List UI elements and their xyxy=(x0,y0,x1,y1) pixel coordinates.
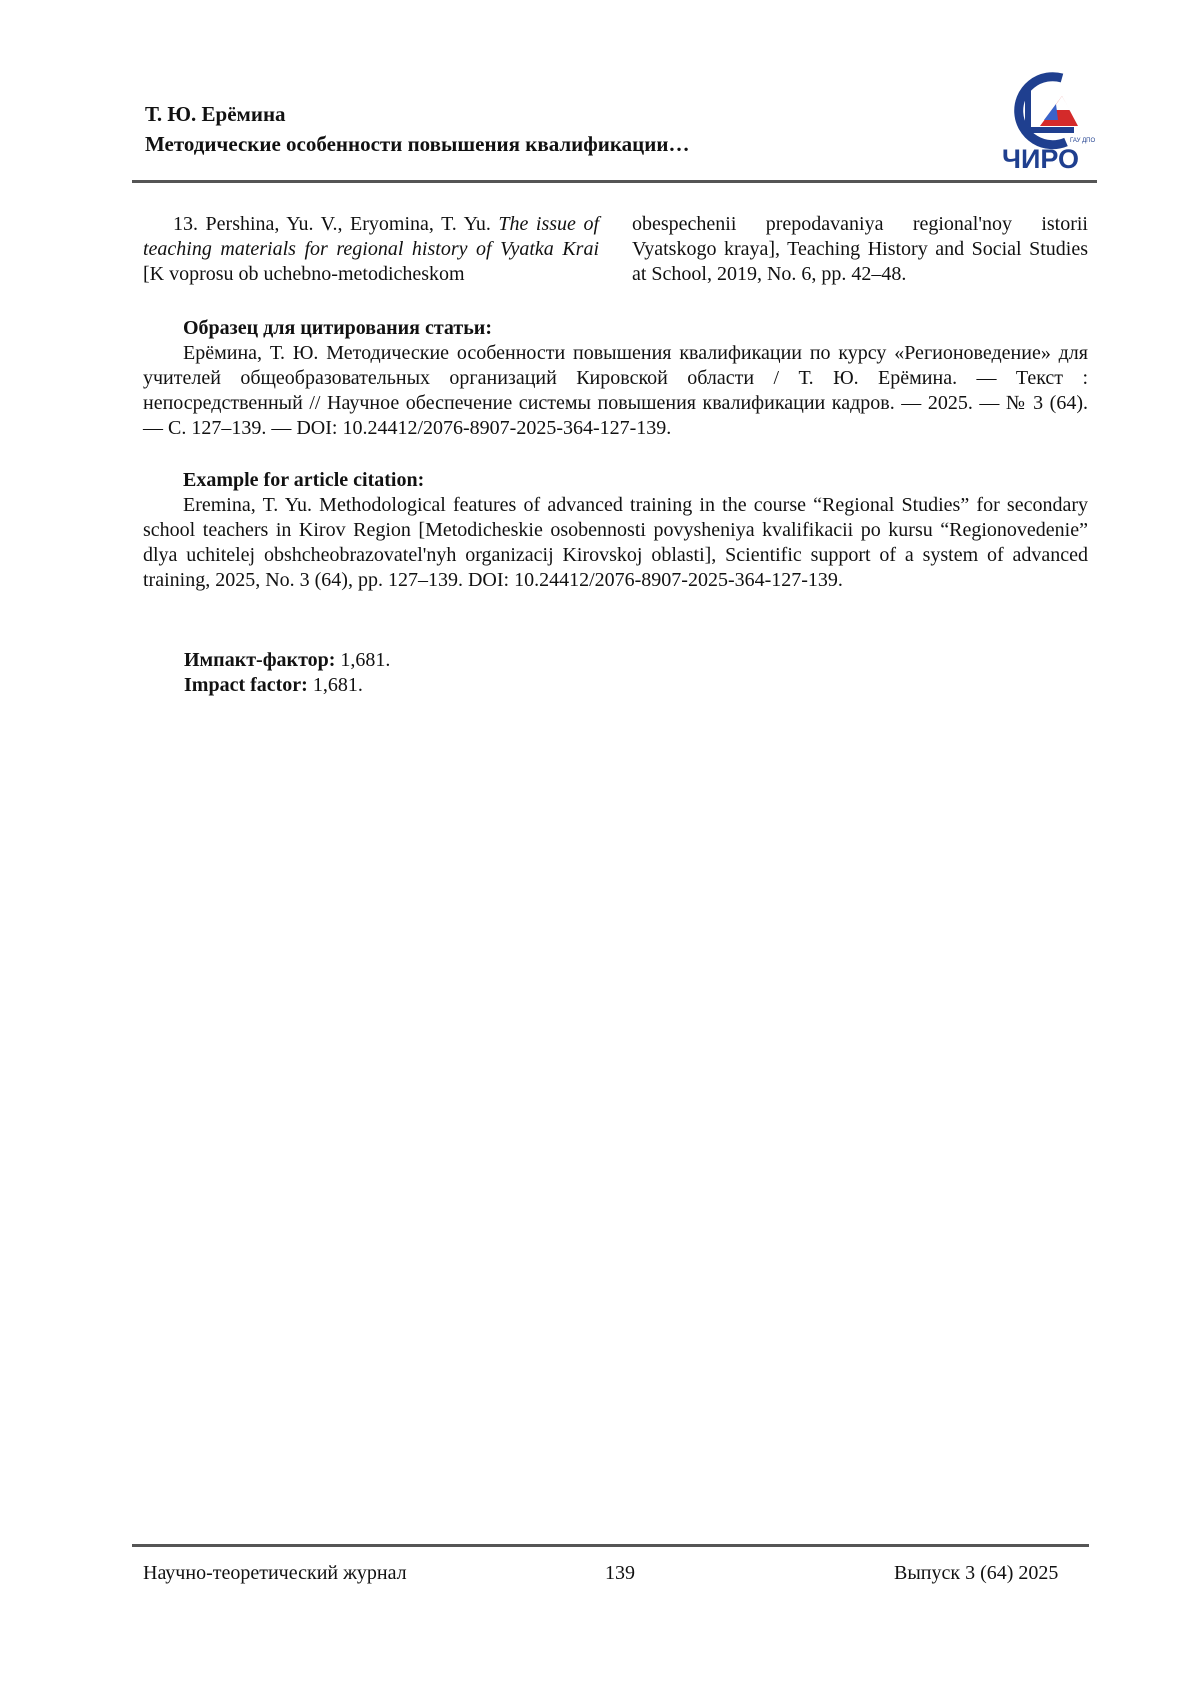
citation-en-heading: Example for article citation: xyxy=(183,469,425,491)
citation-en-block xyxy=(143,468,1088,593)
citation-ru-heading: Образец для цитирования статьи: xyxy=(183,317,492,339)
impact-factor-ru-value: 1,681. xyxy=(335,649,391,671)
footer-issue: Выпуск 3 (64) 2025 xyxy=(894,1562,1059,1584)
impact-factor-en-value: 1,681. xyxy=(307,674,363,696)
footer-journal: Научно-теоретический журнал xyxy=(143,1562,407,1584)
logo-text: ЧИРО xyxy=(1002,144,1080,174)
impact-factor-en-label: Impact factor: xyxy=(184,674,308,696)
footer-rule xyxy=(132,1544,1089,1547)
reference-13-right-column: obespechenii prepodavaniya regional'noy istorii Vyatskogo kraya], Teaching History and Social Studies at School, 2019, No. 6, pp. 42–48. xyxy=(632,213,1088,285)
citation-ru-block xyxy=(143,316,1088,441)
reference-authors: Pershina, Yu. V., Eryomina, T. Yu. xyxy=(205,213,491,235)
header-rule xyxy=(132,180,1097,183)
reference-title: The issue of teaching materials for regional history of Vyatka Krai xyxy=(143,213,600,260)
impact-factor-ru-label: Импакт-фактор: xyxy=(184,649,336,671)
reference-original-title-start: [K voprosu ob uchebno-metodicheskom xyxy=(143,263,465,285)
reference-number: 13. xyxy=(173,213,198,235)
impact-factor-ru xyxy=(184,648,390,673)
logo-graphic xyxy=(1000,70,1096,175)
journal-logo xyxy=(1000,70,1096,175)
running-head-author: Т. Ю. Ерёмина xyxy=(145,102,286,126)
running-head-title: Методические особенности повышения квалификации… xyxy=(145,132,690,156)
page-number: 139 xyxy=(605,1562,635,1584)
citation-en-text: Eremina, T. Yu. Methodological features of advanced training in the course “Regional Studies” for secondary school teachers in Kirov Region [Metodicheskie osobennosti povysheniya kvalifikacii po kursu “Regionovedenie” dlya uchitelej obshcheobrazovatel'nyh organizacij Kirovskoj oblasti], Scientific support of a system of advanced training, 2025, No. 3 (64), pp. 127–139. DOI: 10.24412/2076-8907-2025-364-127-139. xyxy=(143,494,1088,591)
citation-ru-text: Ерёмина, Т. Ю. Методические особенности повышения квалификации по курсу «Регионоведение» для учителей общеобразовательных организаций Кировской области / Т. Ю. Ерёмина. — Текст : непосредственный // Научное обеспечение системы повышения квалификации кадров. — 2025. — № 3 (64). — С. 127–139. — DOI: 10.24412/2076-8907-2025-364-127-139. xyxy=(143,342,1088,439)
reference-13-left-column xyxy=(143,212,599,287)
impact-factor-en xyxy=(184,673,363,698)
logo-small-text: ГАУ ДПО xyxy=(1070,138,1096,144)
